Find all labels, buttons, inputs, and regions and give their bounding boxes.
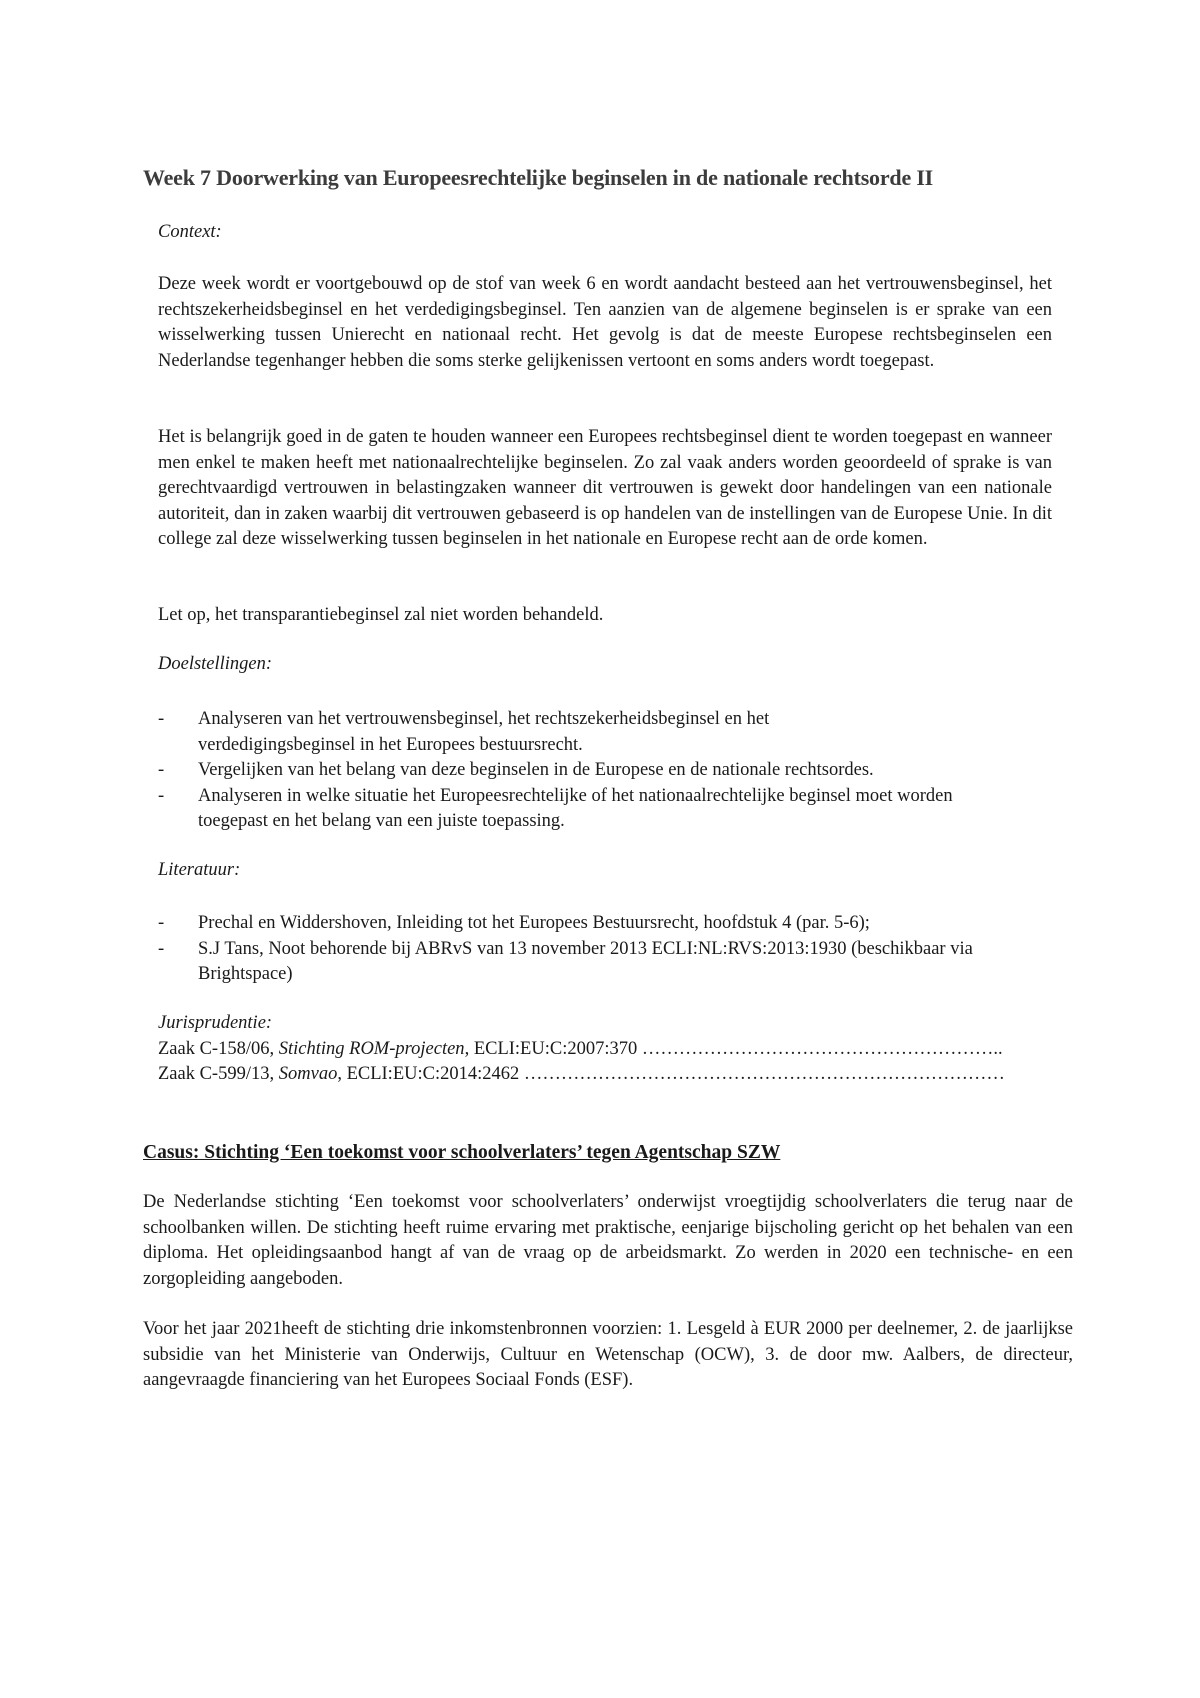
literatuur-list [158, 911, 1038, 988]
literatuur-label: Literatuur: [158, 860, 241, 880]
doelstellingen-label: Doelstellingen: [158, 654, 273, 674]
casus-heading: Casus: Stichting ‘Een toekomst voor schoolverlaters’ tegen Agentschap SZW [143, 1142, 781, 1163]
list-item: - Vergelijken van het belang van deze beginselen in de Europese en de nationale rechtsordes. [158, 758, 1028, 784]
case-name: Stichting ROM-projecten [278, 1039, 465, 1059]
case-number: Zaak C-158/06, [158, 1039, 279, 1059]
case-ecli: , ECLI:EU:C:2007:370 [464, 1039, 642, 1059]
case-number: Zaak C-599/13, [158, 1064, 279, 1084]
case-leader-dots: ………………………………………………….. [641, 1039, 1003, 1059]
list-item: - Prechal en Widdershoven, Inleiding tot het Europees Bestuursrecht, hoofdstuk 4 (par. 5-6); [158, 911, 1038, 937]
context-label: Context: [158, 222, 222, 242]
jurisprudentie-label: Jurisprudentie: [158, 1013, 273, 1033]
case-ecli: , ECLI:EU:C:2014:2462 [337, 1064, 524, 1084]
casus-paragraph-2: Voor het jaar 2021heeft de stichting drie inkomstenbronnen voorzien: 1. Lesgeld à EUR 2000 per deelnemer, 2. de jaarlijkse subsidie van het Ministerie van Onderwijs, Cultuur en Wetenschap (OCW), 3. de door mw. Aalbers, de directeur, aangevraagde financiering van het Europees Sociaal Fonds (ESF). [143, 1319, 1073, 1390]
list-item: - Analyseren in welke situatie het Europeesrechtelijke of het nationaalrechtelijke beginsel moet worden toegepast en het belang van een juiste toepassing. [158, 784, 1020, 835]
context-paragraph-3: Let op, het transparantiebeginsel zal niet worden behandeld. [158, 605, 604, 625]
doelstellingen-list [158, 707, 1028, 835]
list-item: - Analyseren van het vertrouwensbeginsel, het rechtszekerheidsbeginsel en het verdedigingsbeginsel in het Europees bestuursrecht. [158, 707, 838, 758]
context-paragraph-2: Het is belangrijk goed in de gaten te houden wanneer een Europees rechtsbeginsel dient te worden toegepast en wanneer men enkel te maken heeft met nationaalrechtelijke beginselen. Zo zal vaak anders worden geoordeeld of sprake is van gerechtvaardigd vertrouwen in belastingzaken wanneer dit vertrouwen is gewekt door handelingen van een nationale autoriteit, dan in zaken waarbij dit vertrouwen gebaseerd is op handelen van de instellingen van de Europese Unie. In dit college zal deze wisselwerking tussen beginselen in het nationale en Europese recht aan de orde komen. [158, 427, 1052, 549]
case-name: Somvao [278, 1064, 338, 1084]
page-title: Week 7 Doorwerking van Europeesrechtelijke beginselen in de nationale rechtsorde II [143, 165, 934, 190]
case-reference [158, 1064, 1058, 1085]
casus-paragraph-1: De Nederlandse stichting ‘Een toekomst voor schoolverlaters’ onderwijst vroegtijdig schoolverlaters die terug naar de schoolbanken willen. De stichting heeft ruime ervaring met praktische, eenjarige bijscholing gericht op het behalen van een diploma. Het opleidingsaanbod hangt af van de vraag op de arbeidsmarkt. Zo werden in 2020 een technische- en een zorgopleiding aangeboden. [143, 1192, 1073, 1289]
case-leader-dots: …………………………………………………………………… [523, 1064, 1005, 1084]
list-item: - S.J Tans, Noot behorende bij ABRvS van 13 november 2013 ECLI:NL:RVS:2013:1930 (beschikbaar via Brightspace) [158, 937, 978, 988]
context-paragraph-1: Deze week wordt er voortgebouwd op de stof van week 6 en wordt aandacht besteed aan het vertrouwensbeginsel, het rechtszekerheidsbeginsel en het verdedigingsbeginsel. Ten aanzien van de algemene beginselen is er sprake van een wisselwerking tussen Unierecht en nationaal recht. Het gevolg is dat de meeste Europese rechtsbeginselen een Nederlandse tegenhanger hebben die soms sterke gelijkenissen vertoont en soms anders wordt toegepast. [158, 274, 1052, 371]
case-reference [158, 1039, 1058, 1060]
